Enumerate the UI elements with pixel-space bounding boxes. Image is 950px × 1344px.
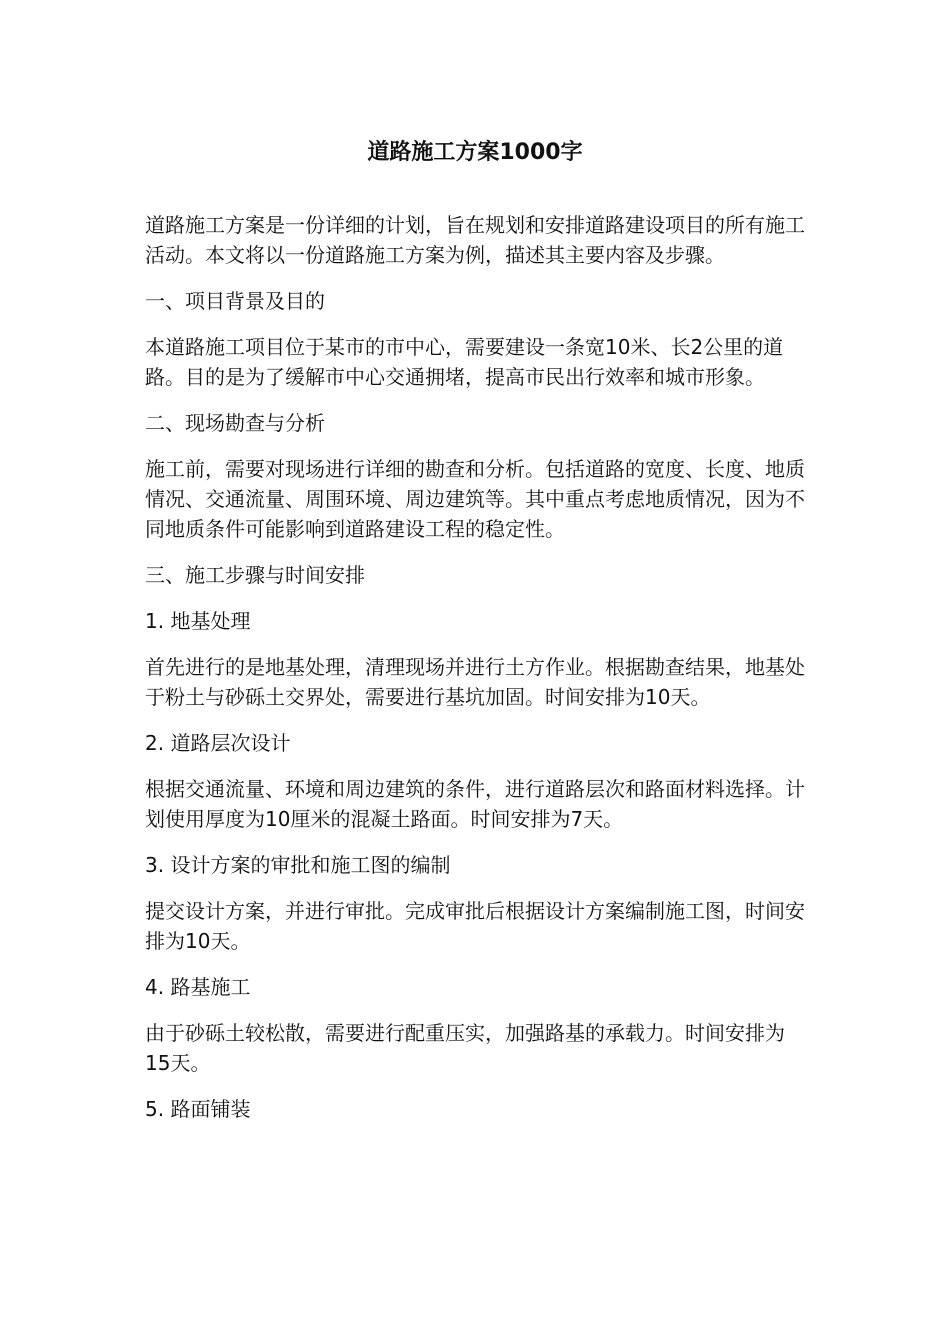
section-heading-steps: 三、施工步骤与时间安排	[145, 563, 365, 587]
step-body-foundation: 首先进行的是地基处理，清理现场并进行土方作业。根据勘查结果，地基处于粉土与砂砾土交界处，需要进行基坑加固。时间安排为10天。	[145, 655, 805, 709]
step-heading-approval: 3. 设计方案的审批和施工图的编制	[145, 853, 451, 877]
step-heading-subgrade: 4. 路基施工	[145, 975, 251, 999]
step-heading-paving: 5. 路面铺装	[145, 1097, 251, 1121]
section-body-background: 本道路施工项目位于某市的市中心，需要建设一条宽10米、长2公里的道路。目的是为了缓解市中心交通拥堵，提高市民出行效率和城市形象。	[145, 335, 784, 389]
intro-paragraph: 道路施工方案是一份详细的计划，旨在规划和安排道路建设项目的所有施工活动。本文将以一份道路施工方案为例，描述其主要内容及步骤。	[145, 213, 805, 267]
document-title: 道路施工方案1000字	[367, 140, 583, 165]
step-body-approval: 提交设计方案，并进行审批。完成审批后根据设计方案编制施工图，时间安排为10天。	[145, 899, 805, 953]
step-heading-foundation: 1. 地基处理	[145, 609, 251, 633]
section-heading-survey: 二、现场勘查与分析	[145, 411, 325, 435]
step-heading-layer-design: 2. 道路层次设计	[145, 731, 291, 755]
section-heading-background: 一、项目背景及目的	[145, 289, 325, 313]
step-body-layer-design: 根据交通流量、环境和周边建筑的条件，进行道路层次和路面材料选择。计划使用厚度为10厘米的混凝土路面。时间安排为7天。	[145, 777, 805, 831]
step-body-subgrade: 由于砂砾土较松散，需要进行配重压实，加强路基的承载力。时间安排为15天。	[145, 1021, 785, 1075]
section-body-survey: 施工前，需要对现场进行详细的勘查和分析。包括道路的宽度、长度、地质情况、交通流量、周围环境、周边建筑等。其中重点考虑地质情况，因为不同地质条件可能影响到道路建设工程的稳定性。	[145, 457, 805, 541]
document-body	[145, 210, 810, 1140]
